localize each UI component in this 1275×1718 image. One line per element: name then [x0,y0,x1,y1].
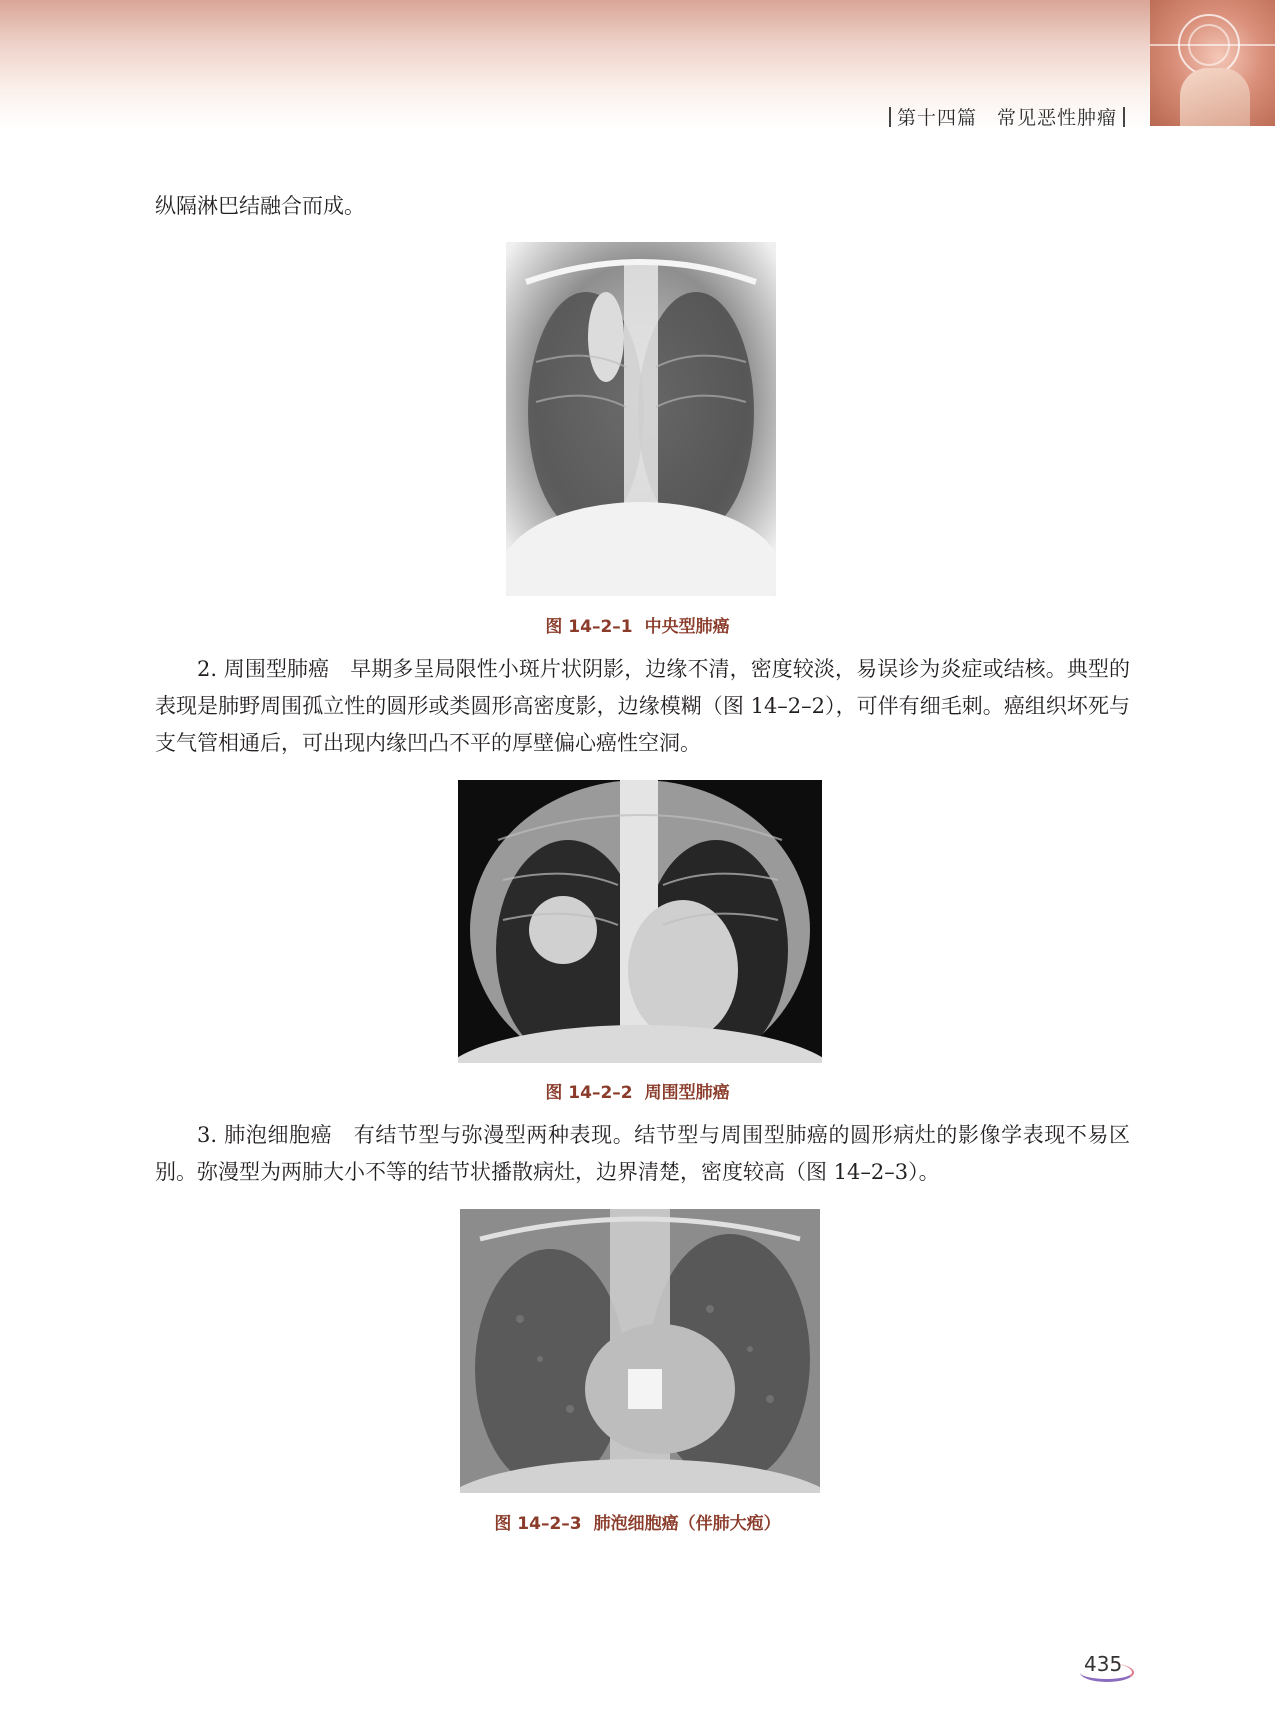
paragraph-peripheral-lung-cancer: 2. 周围型肺癌 早期多呈局限性小斑片状阴影，边缘不清，密度较淡，易误诊为炎症或结核。典型的表现是肺野周围孤立性的圆形或类圆形高密度影，边缘模糊（图 14–2–2），可伴有细毛刺。癌组织坏死与支气管相通后，可出现内缘凹凸不平的厚壁偏心癌性空洞。 [155,657,1130,755]
figure-xray-alveolar-cell-carcinoma [460,1209,820,1493]
chapter-title: 常见恶性肿瘤 [996,107,1117,129]
figure-caption-1 [0,612,1275,637]
figure-caption-2 [0,1078,1275,1103]
figure-title-1: 中央型肺癌 [644,617,730,637]
paragraph-alveolar-cell-carcinoma: 3. 肺泡细胞癌 有结节型与弥漫型两种表现。结节型与周围型肺癌的圆形病灶的影像学表现不易区别。弥漫型为两肺大小不等的结节状播散病灶，边界清楚，密度较高（图 14–2–3）。 [155,1123,1130,1184]
page-number: 435 [1084,1652,1123,1676]
figure-number-2: 图 14–2–2 [545,1083,633,1103]
running-header [883,103,1131,130]
figure-number-1: 图 14–2–1 [545,617,633,637]
figure-xray-central-lung-cancer [506,242,776,596]
figure-title-3: 肺泡细胞癌（伴肺大疱） [593,1514,781,1534]
figure-caption-3 [0,1509,1275,1534]
paragraph-continuation: 纵隔淋巴结融合而成。 [155,194,365,218]
figure-title-2: 周围型肺癌 [644,1083,730,1103]
chapter-label: 第十四篇 [896,107,977,129]
stethoscope-hand-icon [1150,0,1275,126]
figure-number-3: 图 14–2–3 [494,1514,582,1534]
figure-xray-peripheral-lung-cancer [458,780,822,1063]
